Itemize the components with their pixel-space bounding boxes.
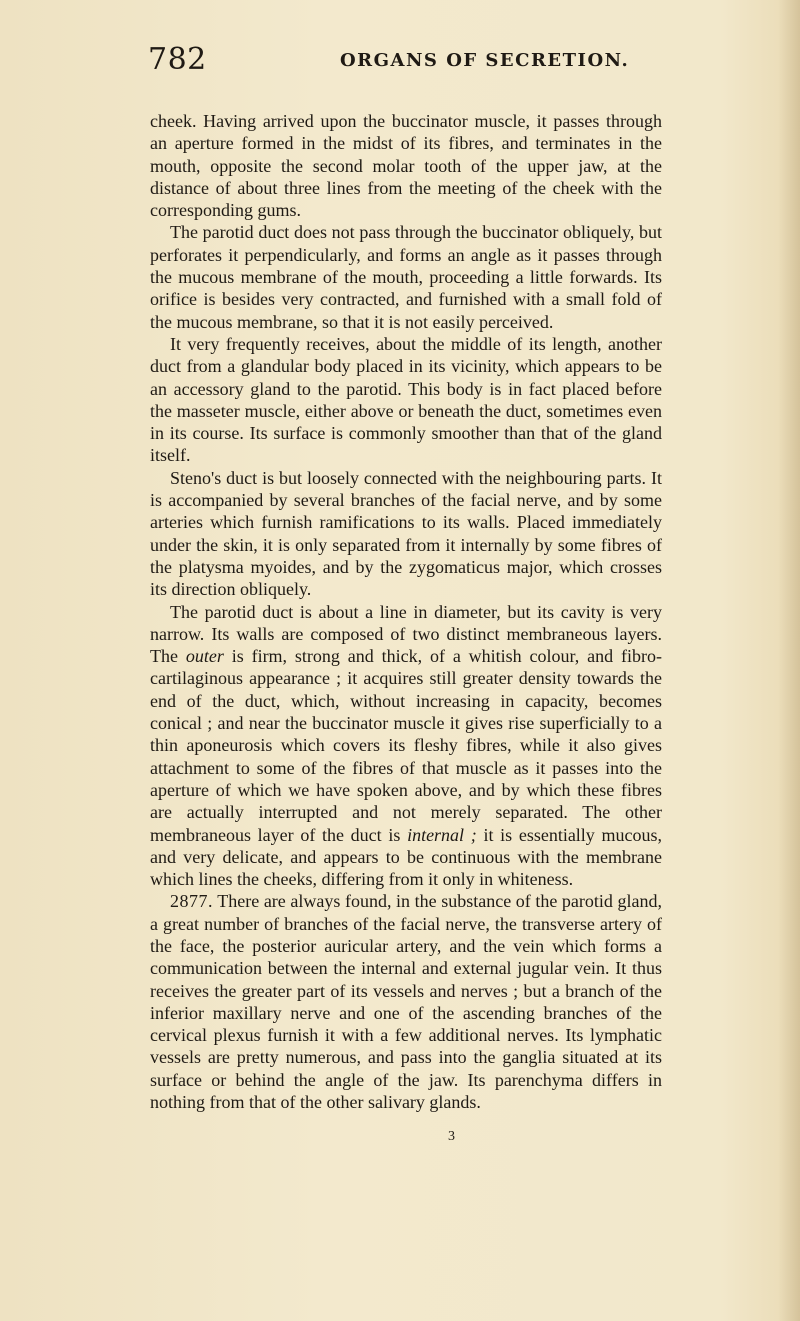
page-edge-shadow xyxy=(778,0,800,1321)
paragraph-6-text: There are always found, in the substance of the parotid gland, a great number of branches of the facial nerve, the transverse artery of the face, the posterior auricular artery, and the vein which forms a communication between the internal and external jugular vein. It thus receives the greater part of its vessels and nerves ; but a branch of the inferior maxillary nerve and one of the ascending branches of the cervical plexus furnish it with a few additional nerves. Its lymphatic vessels are pretty numerous, and pass into the ganglia situated at its surface or behind the angle of the jaw. Its parenchyma differs in nothing from that of the other salivary glands. xyxy=(150,891,662,1113)
paragraph-5 xyxy=(150,601,662,891)
section-number: 2877. xyxy=(170,891,213,912)
paragraph-2: The parotid duct does not pass through the buccinator obliquely, but perforates it perpendicularly, and forms an angle as it passes through the mucous membrane of the mouth, proceeding a little forwards. Its orifice is besides very contracted, and furnished with a small fold of the mucous membrane, so that it is not easily perceived. xyxy=(150,222,662,332)
paragraph-6 xyxy=(150,890,662,1113)
paragraph-1: cheek. Having arrived upon the buccinator muscle, it passes through an aperture formed in the midst of its fibres, and terminates in the mouth, opposite the second molar tooth of the upper jaw, at the distance of about three lines from the meeting of the cheek with the corresponding gums. xyxy=(150,111,662,221)
paragraph-5-part-3: it is essentially mucous, and very delicate, and appears to be continuous with the membrane which lines the cheeks, differing from it only in whiteness. xyxy=(150,824,662,890)
page-number: 782 xyxy=(148,42,207,77)
running-title: ORGANS OF SECRETION. xyxy=(340,50,630,71)
body-text xyxy=(150,110,662,1113)
emphasis-internal: internal ; xyxy=(407,824,477,845)
emphasis-outer: outer xyxy=(185,646,224,667)
paragraph-3: It very frequently receives, about the middle of its length, another duct from a glandular body placed in its vicinity, which appears to be an accessory gland to the parotid. This body is in fact placed before the masseter muscle, either above or beneath the duct, sometimes even in its course. Its surface is commonly smoother than that of the gland itself. xyxy=(150,333,662,466)
paragraph-4: Steno's duct is but loosely connected with the neighbouring parts. It is accompanied by several branches of the facial nerve, and by some arteries which furnish ramifications to its walls. Placed immediately under the skin, it is only separated from it internally by some fibres of the platysma myoides, and by the zygomaticus major, which crosses its direction obliquely. xyxy=(150,467,662,600)
signature-mark: 3 xyxy=(448,1129,455,1144)
paragraph-5-part-1: The parotid duct is about a line in diameter, but its cavity is very narrow. Its walls are composed of two distinct membraneous layers. The xyxy=(150,601,662,667)
paragraph-5-part-2: is firm, strong and thick, of a whitish colour, and fibro-cartilaginous appearance ; it acquires still greater density towards the end of the duct, which, without increasing in capacity, becomes conical ; and near the buccinator muscle it gives rise superficially to a thin aponeurosis which covers its fleshy fibres, while it also gives attachment to some of the fibres of that muscle as it passes into the aperture of which we have spoken above, and by which these fibres are actually interrupted and not merely separated. The other membraneous layer of the duct is xyxy=(150,646,662,845)
page-header xyxy=(148,40,668,80)
